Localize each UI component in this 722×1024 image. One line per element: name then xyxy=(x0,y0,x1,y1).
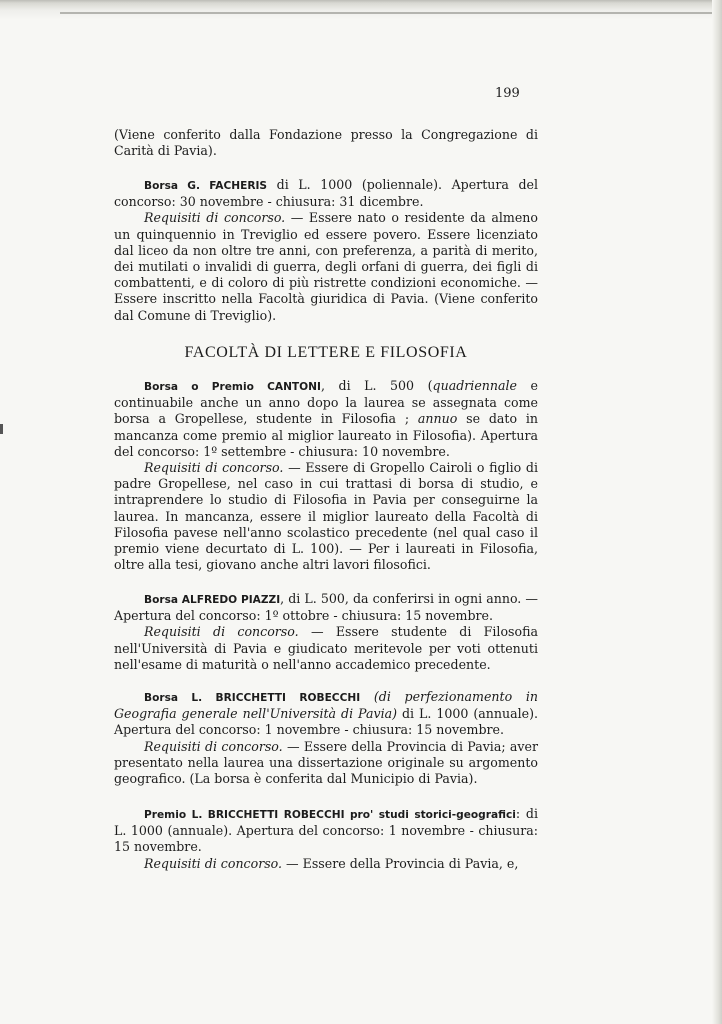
entry-cantoni-heading xyxy=(114,378,538,460)
intro-text: (Viene conferito dalla Fondazione presso la Congregazione di Carità di Pavia). xyxy=(114,127,538,159)
entry-piazzi xyxy=(114,591,538,673)
entry-cantoni-text: e continuabile anche un anno dopo la laurea se assegnata come borsa a Gropellese, studente in Filosofia ; xyxy=(114,378,538,427)
entry-bricchetti-premio xyxy=(114,806,538,872)
entry-cantoni-italic: quadriennale xyxy=(432,378,517,393)
entry-cantoni-title: Borsa o Premio CANTONI xyxy=(144,381,321,393)
requirements-label: Requisiti di concorso. xyxy=(144,210,286,226)
entry-cantoni-text: se dato in mancanza come premio al miglior laureato in Filosofia). Apertura del concorso: 1º settembre - chiusura: 10 novembre. xyxy=(114,411,538,459)
page-top-rule xyxy=(60,12,722,14)
entry-cantoni-italic: annuo xyxy=(417,411,458,427)
requirements-label: Requisiti di concorso. xyxy=(144,855,283,871)
page-right-edge xyxy=(712,0,722,1024)
requirements-label: Requisiti di concorso. xyxy=(144,624,299,640)
entry-bricchetti-borsa-italic: (di perfezionamento in Geografia generale nell'Università di Pavia) xyxy=(114,689,538,722)
requirements-label: Requisiti di concorso. xyxy=(144,460,284,476)
entry-bricchetti-premio-title: Premio L. BRICCHETTI ROBECCHI pro' studi storici-geografici xyxy=(144,809,516,821)
entry-piazzi-text: , di L. 500, da conferirsi in ogni anno. — Apertura del concorso: 1º ottobre - chiusura: 15 novembre. xyxy=(114,591,538,624)
entry-facheris-requirements xyxy=(114,210,538,323)
requirements-text: — Essere della Provincia di Pavia, e, xyxy=(282,855,519,871)
entry-bricchetti-premio-requirements xyxy=(114,856,538,872)
entry-facheris-text: di L. 1000 (poliennale). Apertura del concorso: 30 novembre - chiusura: 31 dicembre. xyxy=(114,177,539,210)
margin-mark xyxy=(0,424,3,434)
intro-paragraph xyxy=(114,127,538,159)
entry-cantoni xyxy=(114,378,538,573)
entry-bricchetti-borsa-requirements xyxy=(114,739,538,788)
entry-bricchetti-premio-text: : di L. 1000 (annuale). Apertura del concorso: 1 novembre - chiusura: 15 novembre. xyxy=(114,806,538,855)
page-top-edge xyxy=(0,0,722,20)
section-title: FACOLTÀ DI LETTERE E FILOSOFIA xyxy=(184,344,468,361)
requirements-text: — Essere nato o residente da almeno un quinquennio in Treviglio ed essere povero. Essere licenziato dal liceo da non oltre tre anni, con preferenza, a parità di merito, dei mutilati o invalidi di guerra, degli orfani di guerra, dei figli di combattenti, e di coloro di più ristrette condizioni economiche. — Essere inscritto nella Facoltà giuridica di Pavia. (Viene conferito dal Comune di Treviglio). xyxy=(114,210,538,323)
entry-facheris-title: Borsa G. FACHERIS xyxy=(144,180,268,192)
entry-bricchetti-borsa-text: di L. 1000 (annuale). Apertura del concorso: 1 novembre - chiusura: 15 novembre. xyxy=(114,706,538,738)
requirements-text: — Essere di Gropello Cairoli o figlio di padre Gropellese, nel caso in cui trattasi di borsa di studio, e intraprendere lo studio di Filosofia in Pavia per conseguirne la laurea. In mancanza, essere il miglior laureato della Facoltà di Filosofia pavese nell'anno scolastico precedente (nel qual caso il premio viene decurtato di L. 100). — Per i laureati in Filosofia, oltre alla tesi, giovano anche altri lavori filosofici. xyxy=(114,460,539,573)
entry-facheris xyxy=(114,177,538,324)
requirements-label: Requisiti di concorso. xyxy=(144,738,283,754)
requirements-text: — Essere della Provincia di Pavia; aver presentato nella laurea una dissertazione originale su argomento geografico. (La borsa è conferita dal Municipio di Pavia). xyxy=(114,738,539,787)
entry-cantoni-text: , di L. 500 ( xyxy=(320,378,433,393)
entry-piazzi-requirements xyxy=(114,624,538,673)
entry-bricchetti-premio-heading xyxy=(114,806,538,856)
page-number: 199 xyxy=(495,86,520,101)
entry-facheris-heading xyxy=(114,177,538,210)
entry-piazzi-heading xyxy=(114,591,538,624)
entry-cantoni-requirements xyxy=(114,460,538,573)
entry-bricchetti-borsa-heading xyxy=(114,689,538,739)
requirements-text: — Essere studente di Filosofia nell'Università di Pavia e giudicato meritevole per voti ottenuti nell'esame di maturità o nell'anno accademico precedente. xyxy=(114,624,538,672)
entry-bricchetti-borsa xyxy=(114,689,538,787)
entry-bricchetti-borsa-title: Borsa L. BRICCHETTI ROBECCHI xyxy=(144,692,361,704)
entry-piazzi-title: Borsa ALFREDO PIAZZI xyxy=(144,594,281,606)
